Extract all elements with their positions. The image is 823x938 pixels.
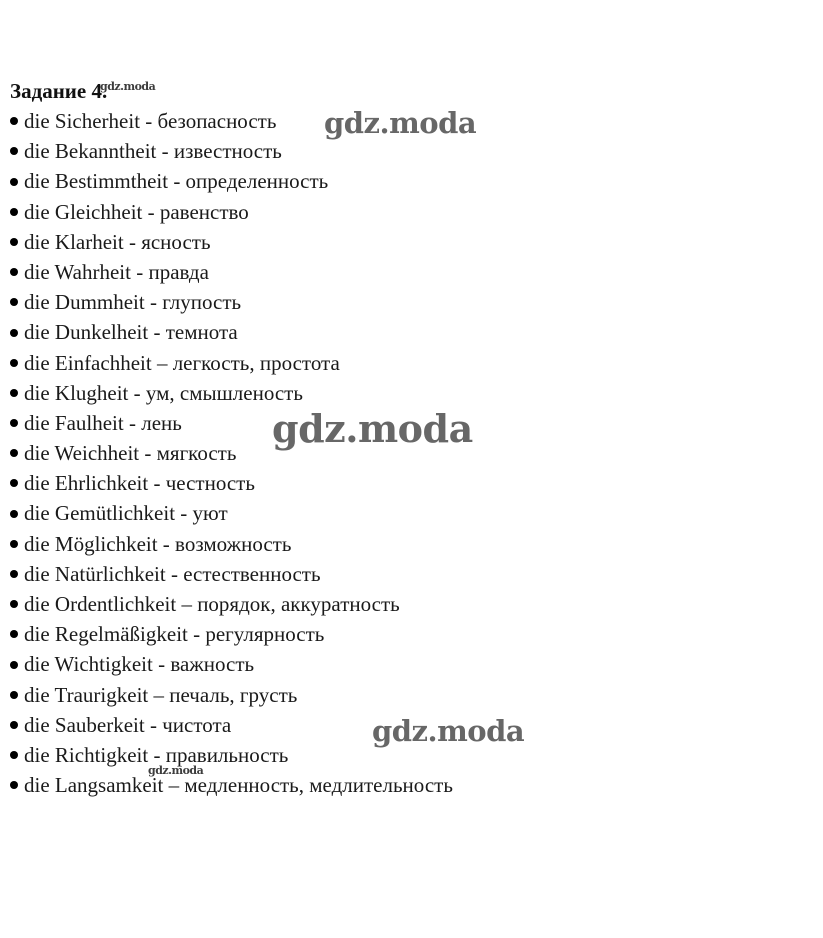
list-item-text: die Richtigkeit - правильность <box>24 742 289 767</box>
bullet-icon <box>10 419 18 427</box>
bullet-icon <box>10 268 18 276</box>
bullet-icon <box>10 781 18 789</box>
list-item-text: die Weichheit - мягкость <box>24 441 237 466</box>
list-item-text: die Regelmäßigkeit - регулярность <box>24 622 325 647</box>
list-item-text: die Dunkelheit - темнота <box>24 320 238 345</box>
list-item-text: die Traurigkeit – печаль, грусть <box>24 682 298 707</box>
word-list <box>10 106 810 800</box>
list-item-text: die Langsamkeit – медленность, медлительность <box>24 773 453 798</box>
list-item-text: die Bestimmtheit - определенность <box>24 169 329 194</box>
list-item-text: die Möglichkeit - возможность <box>24 531 292 556</box>
list-item <box>10 136 810 166</box>
bullet-icon <box>10 178 18 186</box>
list-item-text: die Sauberkeit - чистота <box>24 712 232 737</box>
list-item <box>10 227 810 257</box>
bullet-icon <box>10 479 18 487</box>
bullet-icon <box>10 600 18 608</box>
bullet-icon <box>10 570 18 578</box>
bullet-icon <box>10 329 18 337</box>
list-item <box>10 770 810 800</box>
bullet-icon <box>10 449 18 457</box>
list-item <box>10 529 810 559</box>
list-item-text: die Gleichheit - равенство <box>24 199 249 224</box>
bullet-icon <box>10 691 18 699</box>
list-item <box>10 559 810 589</box>
bullet-icon <box>10 751 18 759</box>
bullet-icon <box>10 208 18 216</box>
bullet-icon <box>10 540 18 548</box>
list-item <box>10 317 810 347</box>
list-item-text: die Bekanntheit - известность <box>24 139 282 164</box>
bullet-icon <box>10 238 18 246</box>
watermark-small-bottom: gdz.moda <box>148 764 204 777</box>
list-item-text: die Klugheit - ум, смышленость <box>24 380 303 405</box>
watermark-small-top: gdz.moda <box>100 80 156 93</box>
bullet-icon <box>10 510 18 518</box>
task-title: Задание 4. <box>10 79 108 103</box>
list-item <box>10 468 810 498</box>
list-item-text: die Wahrheit - правда <box>24 259 209 284</box>
list-item-text: die Faulheit - лень <box>24 410 182 435</box>
bullet-icon <box>10 147 18 155</box>
bullet-icon <box>10 359 18 367</box>
list-item <box>10 680 810 710</box>
list-item <box>10 166 810 196</box>
bullet-icon <box>10 661 18 669</box>
bullet-icon <box>10 117 18 125</box>
list-item <box>10 619 810 649</box>
list-item <box>10 589 810 619</box>
list-item-text: die Natürlichkeit - естественность <box>24 561 321 586</box>
list-item-text: die Sicherheit - безопасность <box>24 109 277 133</box>
list-item-text: die Gemütlichkeit - уют <box>24 501 228 526</box>
bullet-icon <box>10 630 18 638</box>
list-item-text: die Wichtigkeit - важность <box>24 652 255 677</box>
list-item <box>10 257 810 287</box>
list-item <box>10 498 810 528</box>
list-item-text: die Ordentlichkeit – порядок, аккуратность <box>24 592 400 616</box>
bullet-icon <box>10 721 18 729</box>
list-item-text: die Ehrlichkeit - честность <box>24 471 255 496</box>
watermark-bottom: gdz.moda <box>372 714 525 748</box>
list-item <box>10 197 810 227</box>
list-item <box>10 378 810 408</box>
watermark-top: gdz.moda <box>324 106 477 140</box>
list-item <box>10 649 810 679</box>
watermark-middle: gdz.moda <box>272 406 473 451</box>
list-item-text: die Klarheit - ясность <box>24 229 211 254</box>
bullet-icon <box>10 389 18 397</box>
list-item-text: die Dummheit - глупость <box>24 290 242 315</box>
list-item <box>10 287 810 317</box>
bullet-icon <box>10 298 18 306</box>
list-item <box>10 348 810 378</box>
list-item-text: die Einfachheit – легкость, простота <box>24 350 340 375</box>
